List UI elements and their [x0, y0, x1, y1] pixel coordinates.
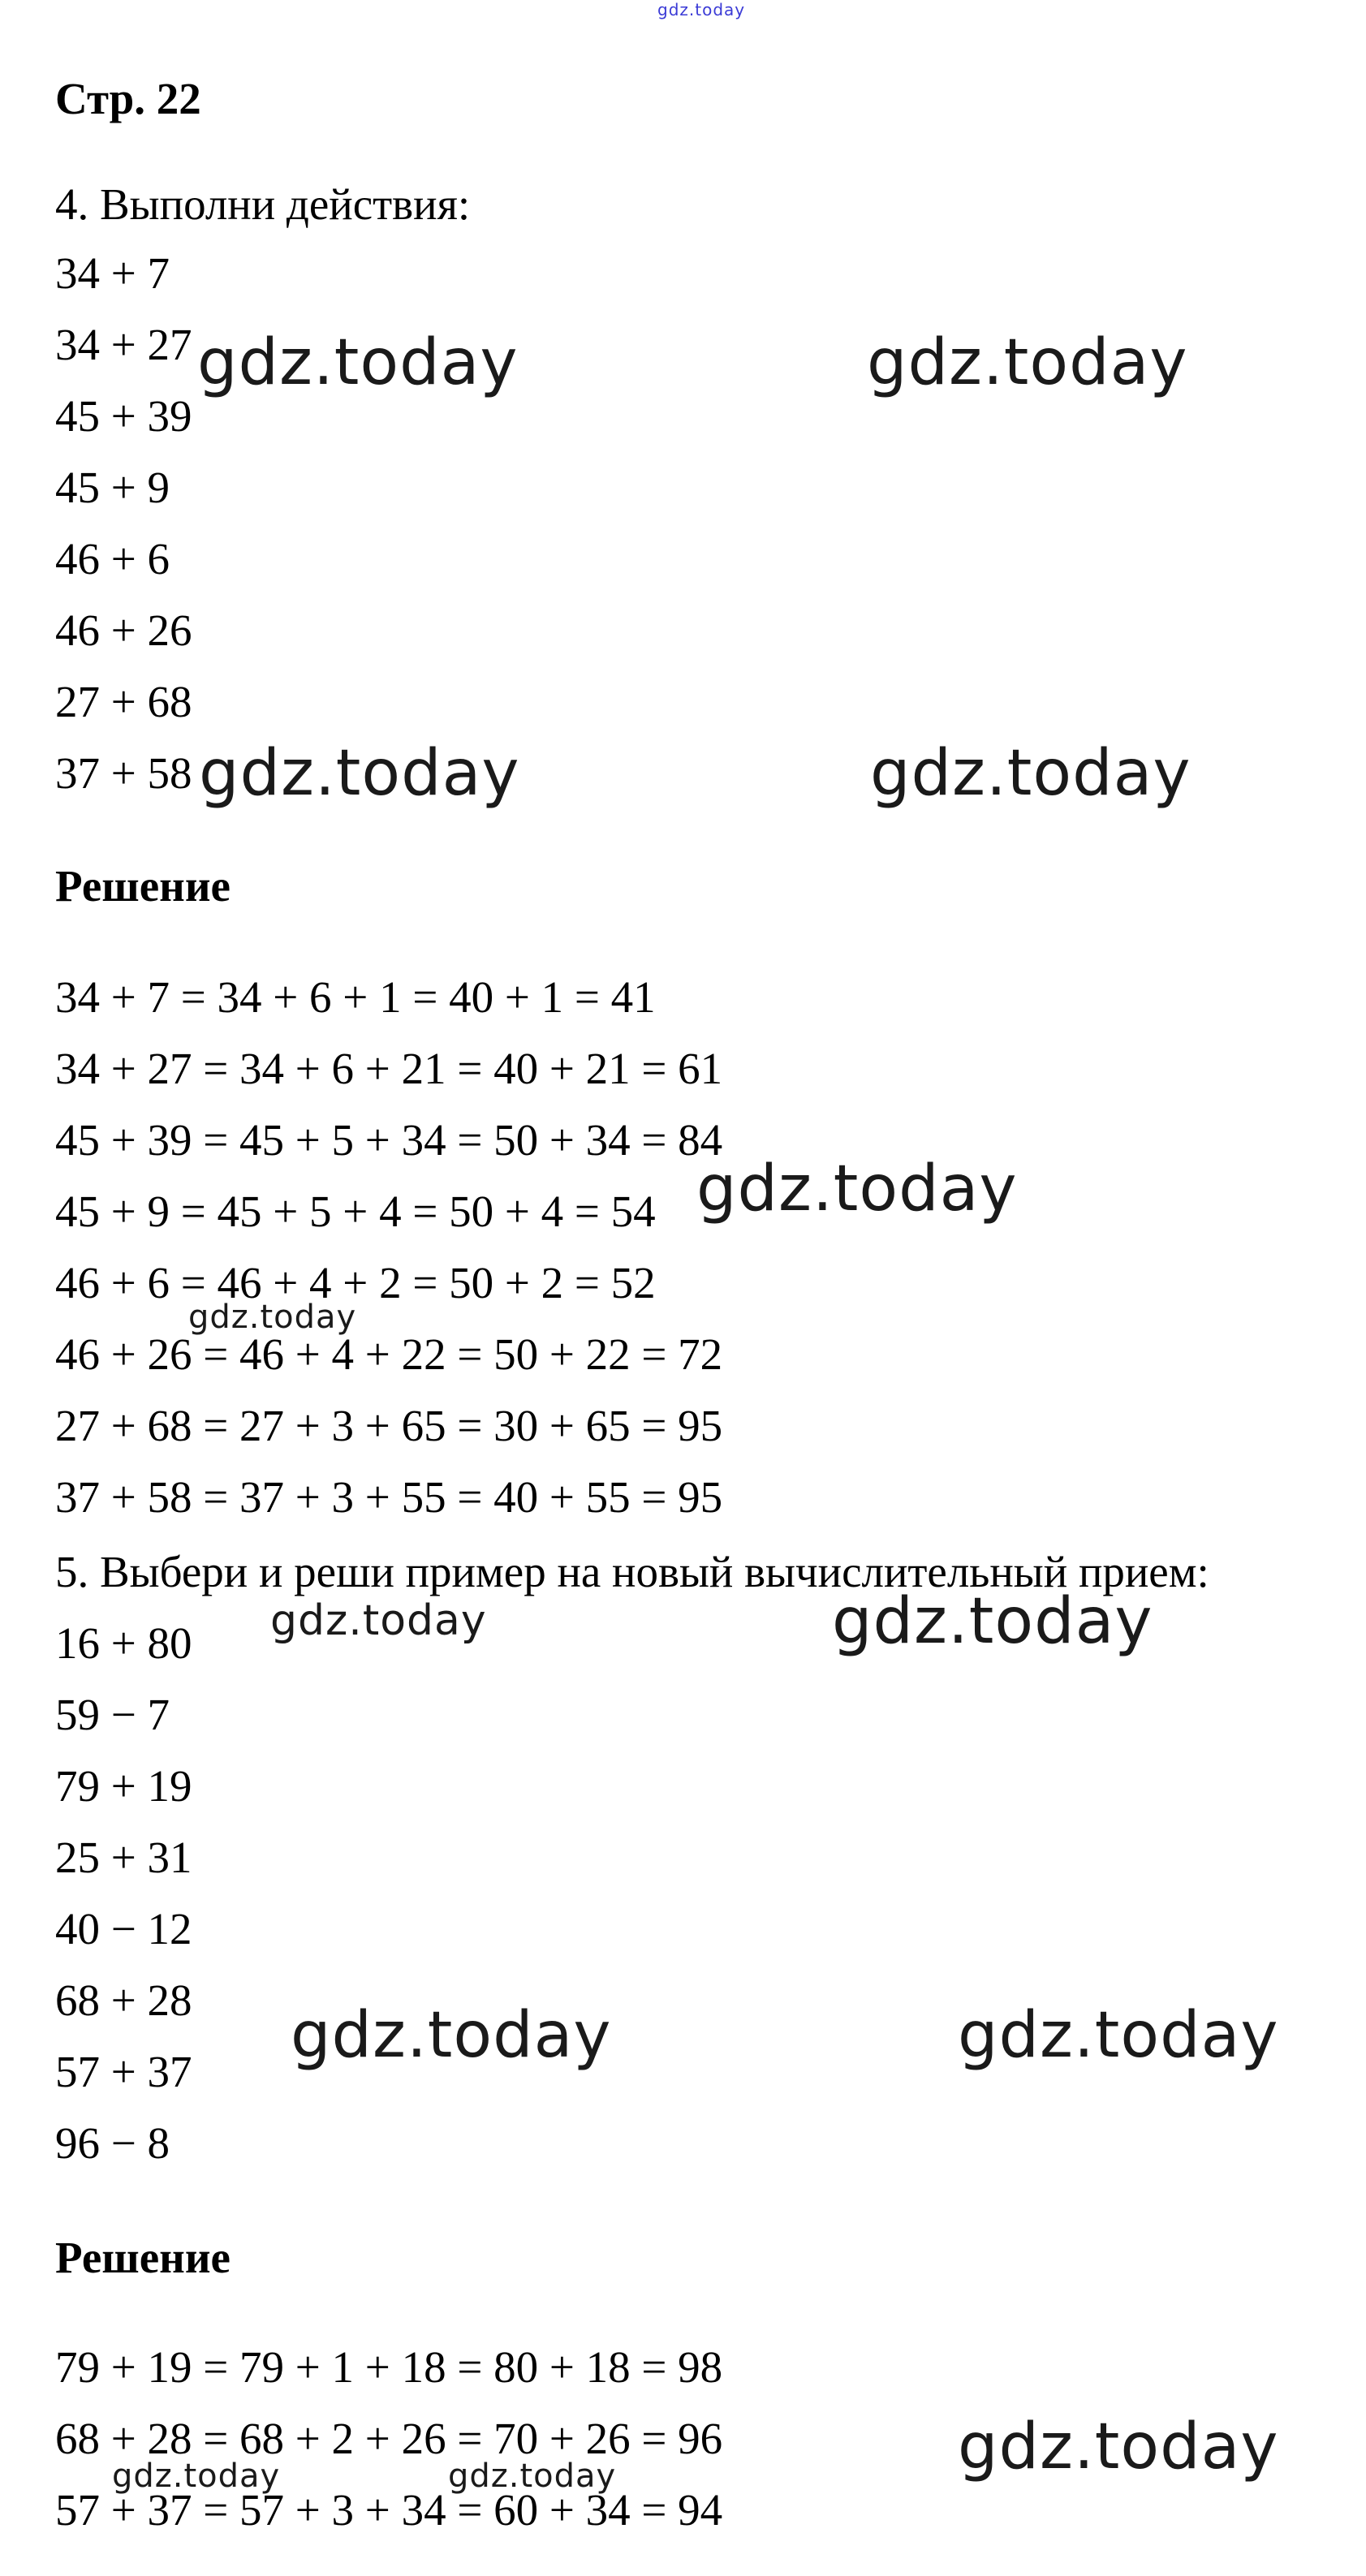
task4-problem: 34 + 27: [55, 320, 192, 369]
page-title: Стр. 22: [55, 74, 201, 123]
task5-problem: 59 − 7: [55, 1690, 170, 1739]
task5-problem: 96 − 8: [55, 2118, 170, 2168]
watermark: gdz.today: [270, 1596, 487, 1645]
task4-solution-heading: Решение: [55, 861, 231, 911]
task5-solution-heading: Решение: [55, 2233, 231, 2282]
task4-solution: 37 + 58 = 37 + 3 + 55 = 40 + 55 = 95: [55, 1472, 723, 1522]
task4-solution: 34 + 27 = 34 + 6 + 21 = 40 + 21 = 61: [55, 1044, 723, 1093]
task5-solution: 68 + 28 = 68 + 2 + 26 = 70 + 26 = 96: [55, 2414, 723, 2463]
task4-problem: 37 + 58: [55, 748, 192, 798]
watermark: gdz.today: [867, 326, 1188, 399]
task4-solution: 46 + 6 = 46 + 4 + 2 = 50 + 2 = 52: [55, 1258, 656, 1307]
watermark: gdz.today: [696, 1152, 1018, 1226]
task4-problem: 34 + 7: [55, 248, 170, 298]
watermark: gdz.today: [448, 2458, 617, 2495]
task5-title: 5. Выбери и реши пример на новый вычислительный прием:: [55, 1547, 1209, 1596]
task5-problem: 79 + 19: [55, 1761, 192, 1811]
task4-problem: 27 + 68: [55, 677, 192, 726]
task4-problem: 45 + 39: [55, 391, 192, 441]
task5-problem: 68 + 28: [55, 1975, 192, 2025]
task5-problem: 25 + 31: [55, 1833, 192, 1882]
watermark: gdz.today: [832, 1585, 1153, 1658]
task4-solution: 27 + 68 = 27 + 3 + 65 = 30 + 65 = 95: [55, 1401, 723, 1450]
task4-solution: 46 + 26 = 46 + 4 + 22 = 50 + 22 = 72: [55, 1329, 723, 1379]
watermark: gdz.today: [291, 1999, 612, 2072]
task5-solution: 79 + 19 = 79 + 1 + 18 = 80 + 18 = 98: [55, 2342, 723, 2392]
task4-problem: 45 + 9: [55, 463, 170, 512]
task5-solution: 57 + 37 = 57 + 3 + 34 = 60 + 34 = 94: [55, 2485, 723, 2535]
watermark: gdz.today: [197, 326, 519, 399]
task4-solution: 34 + 7 = 34 + 6 + 1 = 40 + 1 = 41: [55, 972, 656, 1022]
watermark: gdz.today: [199, 737, 520, 810]
task4-problem: 46 + 6: [55, 534, 170, 584]
task4-problem: 46 + 26: [55, 605, 192, 655]
task5-problem: 40 − 12: [55, 1904, 192, 1954]
watermark: gdz.today: [958, 2410, 1279, 2483]
task4-solution: 45 + 39 = 45 + 5 + 34 = 50 + 34 = 84: [55, 1115, 723, 1165]
task5-problem: 57 + 37: [55, 2047, 192, 2096]
task4-solution: 45 + 9 = 45 + 5 + 4 = 50 + 4 = 54: [55, 1187, 656, 1236]
task5-problem: 16 + 80: [55, 1618, 192, 1668]
watermark: gdz.today: [112, 2458, 281, 2495]
watermark: gdz.today: [188, 1299, 357, 1336]
watermark: gdz.today: [870, 737, 1191, 810]
task4-title: 4. Выполни действия:: [55, 179, 471, 229]
watermark: gdz.today: [958, 1999, 1279, 2072]
top-watermark: gdz.today: [657, 0, 746, 19]
